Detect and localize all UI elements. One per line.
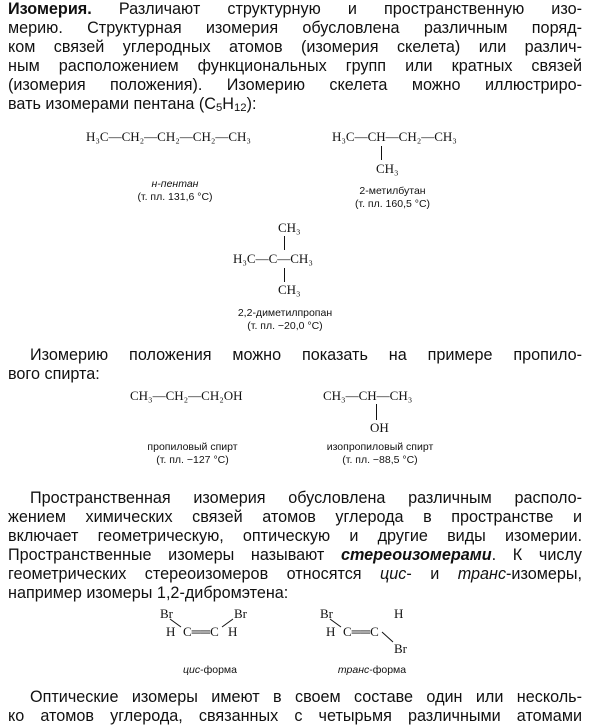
dmp-top-bond [284,236,285,250]
isopropanol-bp: (т. пл. −88,5 °C) [342,454,418,466]
isopropanol-branch: OH [370,420,389,435]
para1-line2: мерию. Структурная изомерия обусловлена различным поряд- [8,19,582,37]
para3-line1: Пространственная изомерия обусловлена различным располо- [30,489,582,507]
methylbutane-branch: CH₃ [376,161,399,176]
para3-line2: жением химических связей атомов углерода в пространстве и [8,508,582,526]
dmp-main-chain: H₃C—C—CH₃ [233,251,313,266]
pentane-formula: H₃C—CH₂—CH₂—CH₂—CH₃ [86,129,251,144]
cis-br-left: Br [160,606,173,621]
dmp-bottom-bond [284,268,285,282]
para3-line6: например изомеры 1,2-дибромэтена: [8,584,289,602]
methylbutane-bp: (т. пл. 160,5 °C) [354,198,431,210]
trans-label: транс-форма [337,664,407,676]
para3-line4: Пространственные изомеры называют стереоизомерами. К числу [8,546,582,564]
dmp-top-methyl: CH₃ [278,220,301,235]
isopropanol-bond [376,404,377,420]
cis-label: цис-форма [183,664,237,676]
propanol-formula: CH₃—CH₂—CH₂OH [130,388,243,403]
dmp-name: 2,2-диметилпропан [237,307,333,319]
isopropanol-formula: CH₃—CH—CH₃ [323,388,413,403]
methylbutane-bond [381,146,382,160]
para3-line3: включает геометрическую, оптическую и другие виды изомерии. [8,527,582,545]
cis-h-left: H [166,624,176,639]
propanol-name: пропиловый спирт [147,441,238,453]
pentane-bp: (т. пл. 131,6 °C) [137,191,213,203]
dmp-bottom-methyl: CH₃ [278,282,301,297]
trans-bond-br2 [382,632,393,642]
cis-h-right: H [228,624,238,639]
para1-line5: (изомерия положения). Изомерию скелета можно иллюстриро- [8,76,582,94]
term-stereoisomers: стереоизомерами [340,546,492,564]
propanol-bp: (т. пл. −127 °C) [156,454,229,466]
trans-br-right: Br [394,641,407,656]
para4-line1: Оптические изомеры имеют в своем составе один или несколь- [30,688,582,706]
para1-line4: ным расположением функциональных групп или кратных связей [8,57,582,75]
cis-br-right: Br [234,606,247,621]
para2-line1: Изомерию положения можно показать на примере пропило- [30,346,582,364]
dmp-bp: (т. пл. −20,0 °C) [247,320,323,332]
pentane-name: н-пентан [151,178,199,190]
para1-line1: Изомерия. Различают структурную и пространственную изо- [8,0,582,18]
trans-h-right: H [394,606,404,621]
isopropanol-name: изопропиловый спирт [326,441,434,453]
methylbutane-formula: H₃C—CH—CH₂—CH₃ [332,129,457,144]
trans-double-bond: C══C [343,624,379,639]
trans-br-left: Br [320,606,333,621]
trans-h-left: H [326,624,336,639]
term-isomeria: Изомерия. [8,0,92,18]
cis-double-bond: C══C [183,624,219,639]
methylbutane-name: 2-метилбутан [359,185,426,197]
para2-line2: вого спирта: [8,365,100,383]
para1-line3: ком связей углеродных атомов (изомерия скелета) или различ- [8,38,582,56]
para1-line6: вать изомерами пентана $(C_5H_{12})$: [8,95,257,114]
para3-line5: геометрических стереоизомеров относятся цис- и транс-изомеры, [8,565,582,583]
para4-line2: ко атомов углерода, связанных с четырьмя различными атомами [8,707,582,725]
